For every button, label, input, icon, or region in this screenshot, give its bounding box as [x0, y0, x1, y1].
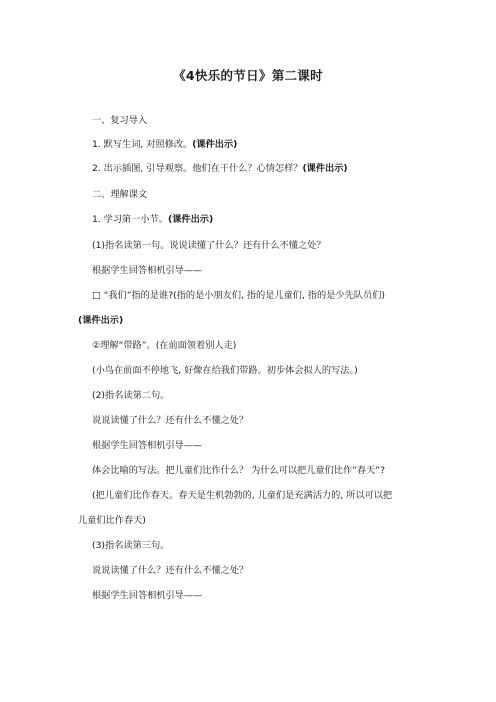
page-title: 《4快乐的节日》第二课时	[173, 68, 323, 83]
paragraph-line: (3)指名读第三句。	[92, 540, 170, 551]
paragraph-line: (小鸟在前面不停地飞, 好像在给我们带路。初步体会拟人的写法。)	[92, 365, 358, 376]
paragraph-line: (2)指名读第二句。	[92, 390, 170, 401]
paragraph-line: 根据学生回答相机引导——	[92, 440, 203, 451]
paragraph-line: (把儿童们比作春天。春天是生机勃勃的, 儿童们是充满活力的, 所以可以把	[92, 490, 393, 501]
paragraph-line: (课件出示)	[78, 315, 124, 326]
paragraph-line: 2. 出示插图, 引导观察。他们在干什么？心情怎样？(课件出示)	[92, 163, 348, 174]
section-heading: 二、理解课文	[92, 189, 148, 200]
paragraph-line: 说说读懂了什么？还有什么不懂之处？	[92, 565, 249, 576]
paragraph-line: 1. 默写生词, 对照修改。(课件出示)	[92, 139, 238, 150]
paragraph-line: 1. 学习第一小节。(课件出示)	[92, 214, 214, 225]
paragraph-line: 儿童们比作春天)	[78, 515, 146, 526]
paragraph-line: 根据学生回答相机引导——	[92, 265, 203, 276]
paragraph-line: 说说读懂了什么？还有什么不懂之处？	[92, 415, 249, 426]
paragraph-line: 体会比喻的写法。把儿童们比作什么？ 为什么可以把儿童们比作“春天”?	[92, 465, 385, 476]
paragraph-line: (1)指名读第一句。说说读懂了什么？还有什么不懂之处？	[92, 240, 326, 251]
paragraph-line: 根据学生回答相机引导——	[92, 590, 203, 601]
paragraph-line: □ “我们”指的是谁?(指的是小朋友们, 指的是儿童们, 指的是少先队员们)	[92, 290, 385, 301]
paragraph-line: ②理解“带路”。(在前面领着别人走)	[92, 340, 237, 351]
section-heading: 一、复习导入	[92, 115, 148, 126]
